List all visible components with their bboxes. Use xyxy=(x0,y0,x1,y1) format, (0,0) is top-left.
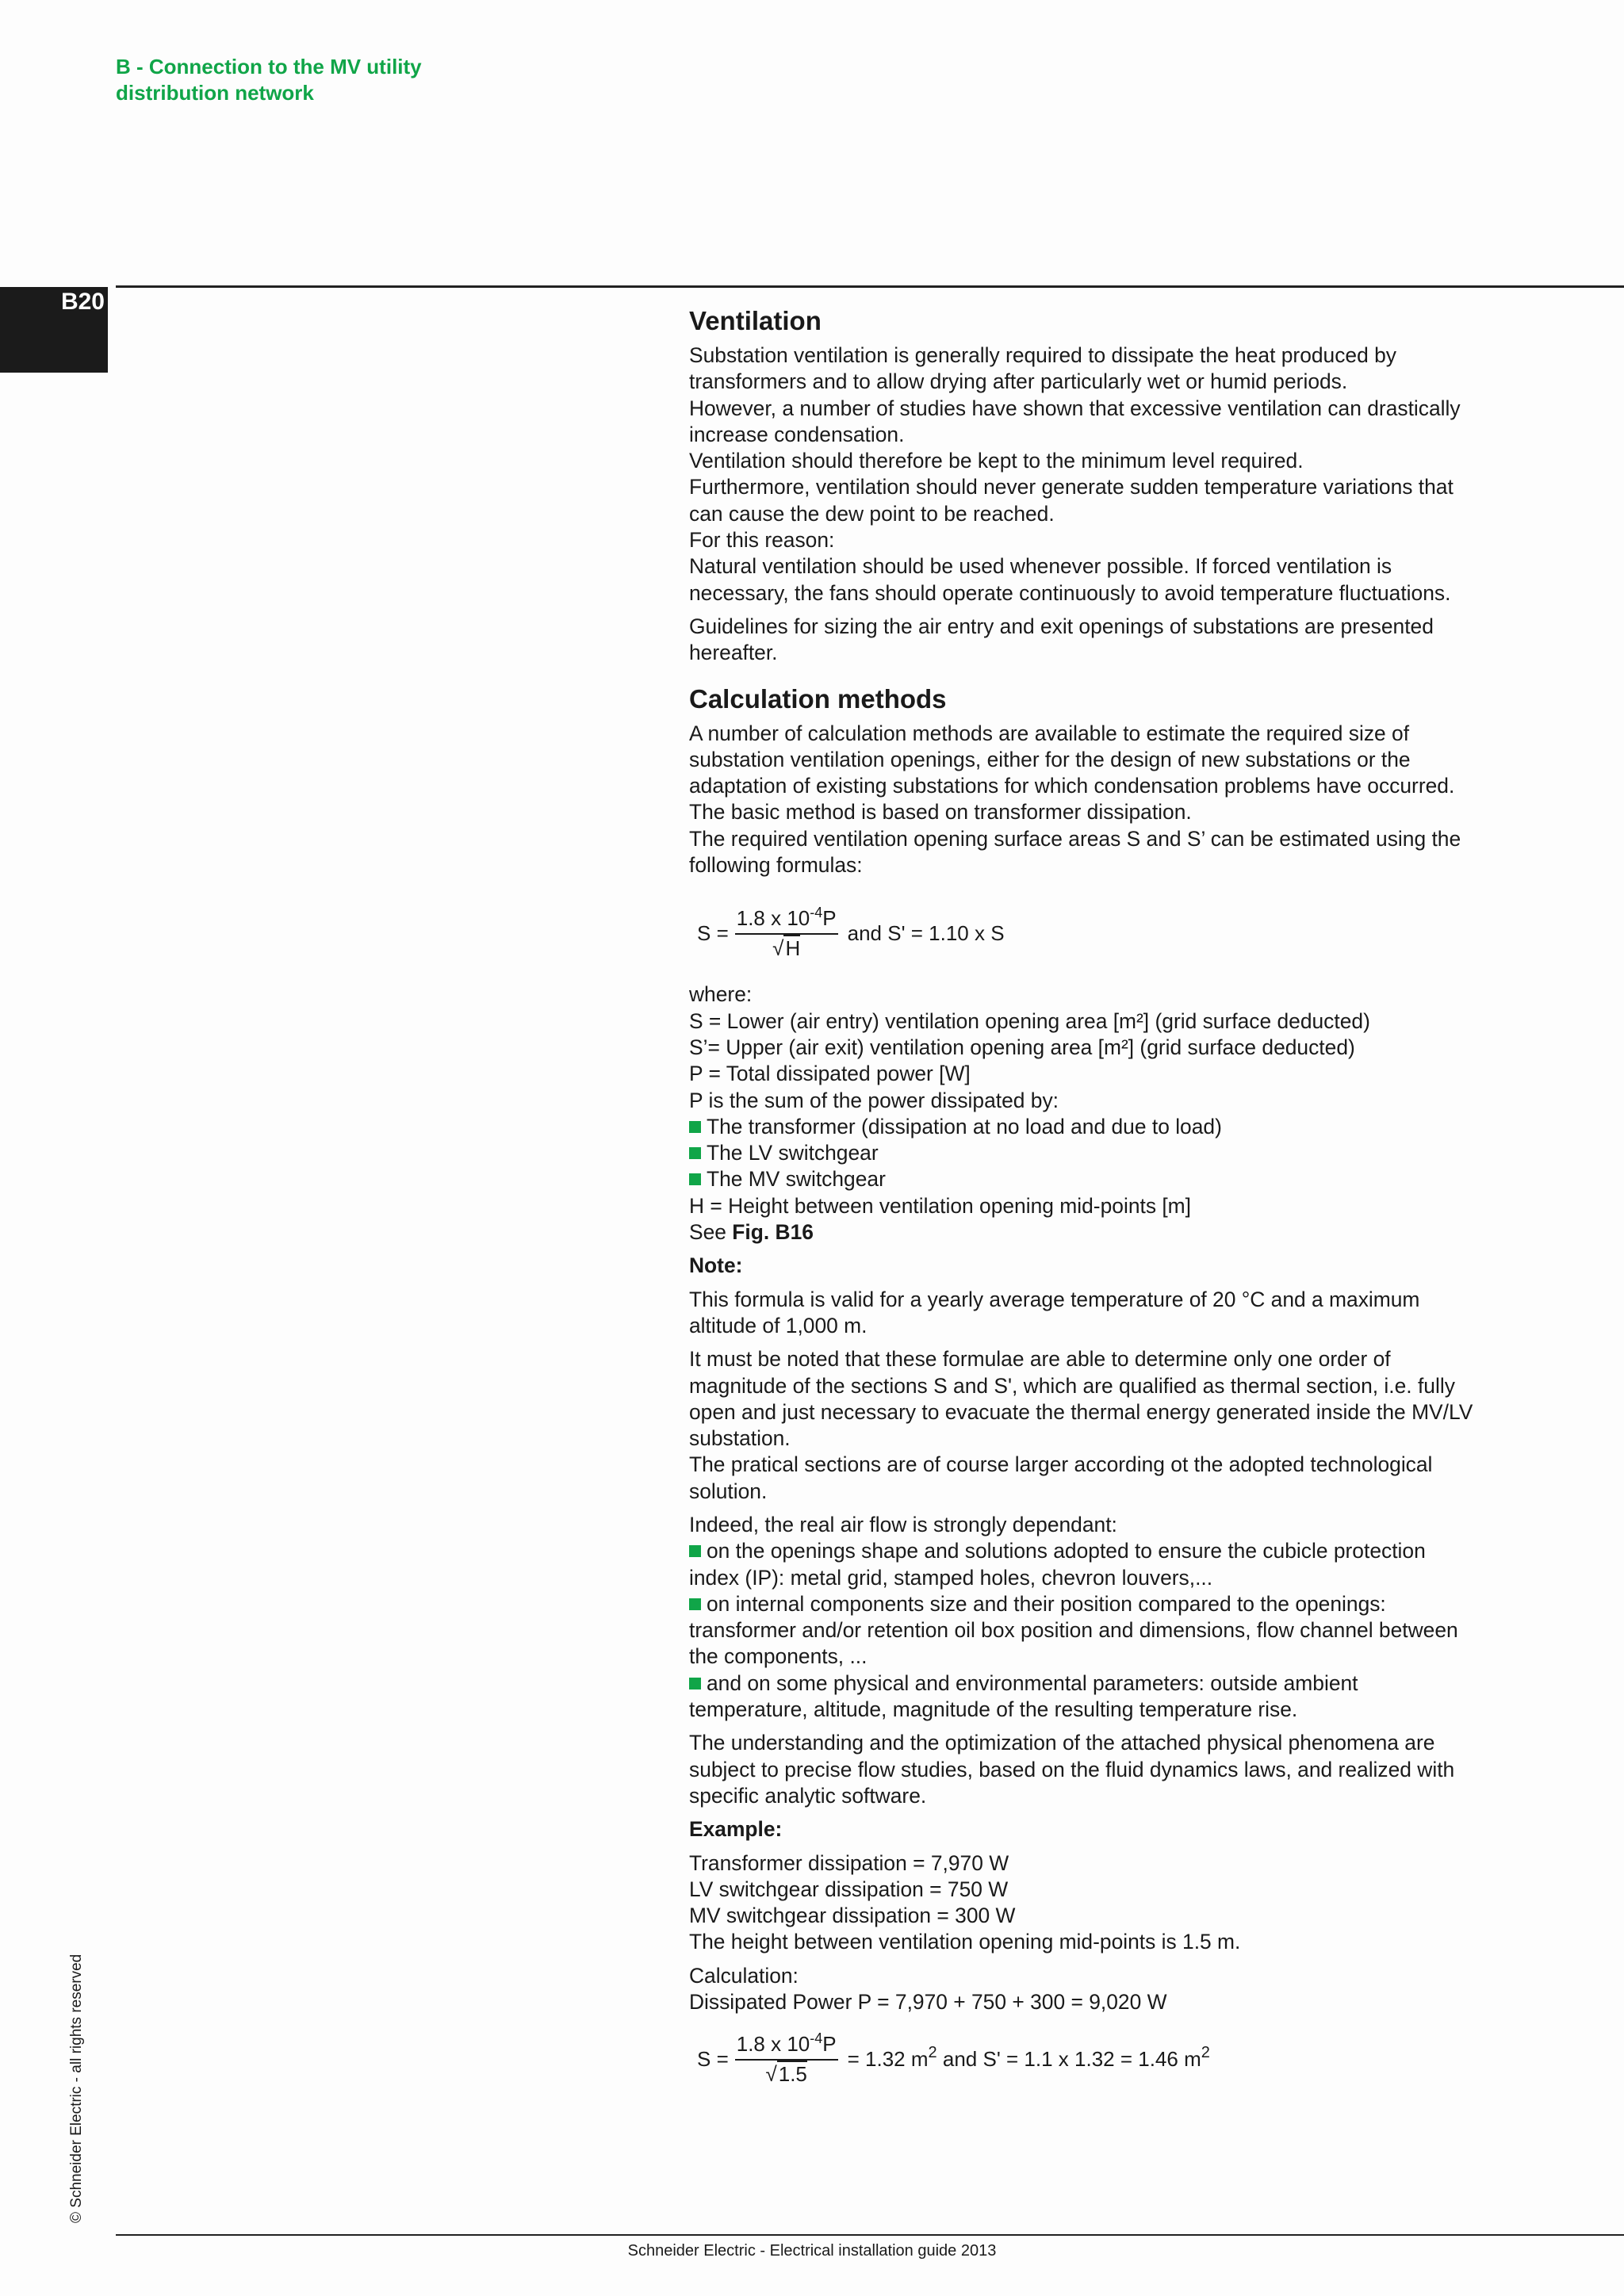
where-line: S = Lower (air entry) ventilation opening area [m²] (grid surface deducted) xyxy=(689,1008,1370,1033)
result-s: = 1.32 m xyxy=(847,2047,929,2072)
formula-lhs: S = xyxy=(697,2047,729,2072)
dependency-bullet xyxy=(689,1670,1522,1697)
bullet-square-icon xyxy=(689,1545,701,1557)
bullet-item xyxy=(689,1166,1522,1192)
ventilation-line: increase condensation. xyxy=(689,422,905,446)
note-line: This formula is valid for a yearly average temperature of 20 °C and a maximum xyxy=(689,1287,1420,1311)
radicand: H xyxy=(785,936,801,961)
dependency-bullet xyxy=(689,1538,1522,1564)
ventilation-line: Ventilation should therefore be kept to the minimum level required. xyxy=(689,449,1304,473)
bullet-text: on internal components size and their position compared to the openings: xyxy=(707,1591,1386,1616)
noted-line: open and just necessary to evacuate the thermal energy generated inside the MV/LV xyxy=(689,1399,1473,1424)
bullet-square-icon xyxy=(689,1678,701,1689)
see-figure-line xyxy=(689,1219,1522,1246)
dependency-continuation: temperature, altitude, magnitude of the resulting temperature rise. xyxy=(689,1697,1298,1722)
formula-numerator xyxy=(735,905,838,933)
top-rule xyxy=(116,285,1624,288)
numerator-exponent: -4 xyxy=(810,905,823,921)
guidelines-line: hereafter. xyxy=(689,641,778,665)
formula-fraction xyxy=(735,2030,838,2087)
bullet-square-icon xyxy=(689,1598,701,1610)
where-line: P = Total dissipated power [W] xyxy=(689,1062,971,1086)
see-prefix: See xyxy=(689,1220,733,1245)
sqrt-symbol: √ xyxy=(765,2062,777,2087)
formula-denominator xyxy=(772,935,800,959)
formula-denominator xyxy=(765,2061,807,2087)
formula-result xyxy=(847,2044,1210,2072)
main-column xyxy=(689,300,1522,2087)
bullet-item xyxy=(689,1114,1522,1140)
noted-line: solution. xyxy=(689,1479,768,1503)
example-line: LV switchgear dissipation = 750 W xyxy=(689,1877,1009,1901)
ventilation-line: transformers and to allow drying after particularly wet or humid periods. xyxy=(689,369,1348,394)
understanding-line: specific analytic software. xyxy=(689,1783,927,1808)
square-exponent: 2 xyxy=(1201,2044,1210,2062)
sqrt-symbol: √ xyxy=(772,936,784,961)
copyright-notice: © Schneider Electric - all rights reserved xyxy=(68,1954,85,2223)
bullet-square-icon xyxy=(689,1173,701,1185)
dependency-continuation: index (IP): metal grid, stamped holes, chevron louvers,... xyxy=(689,1565,1213,1590)
dependency-bullet xyxy=(689,1591,1522,1617)
formula-s-general xyxy=(697,907,1522,959)
chapter-header xyxy=(116,54,592,106)
page-number: B20 xyxy=(60,289,105,315)
calculation-line: Dissipated Power P = 7,970 + 750 + 300 = 9,020 W xyxy=(689,1990,1167,2015)
indeed-line: Indeed, the real air flow is strongly dependant: xyxy=(689,1512,1117,1536)
numerator-variable: P xyxy=(822,906,837,931)
note-line: altitude of 1,000 m. xyxy=(689,1313,868,1337)
where-line: where: xyxy=(689,982,753,1007)
noted-line: It must be noted that these formulae are able to determine only one order of xyxy=(689,1347,1391,1372)
page-number-tab xyxy=(0,287,108,373)
bullet-text: on the openings shape and solutions adopted to ensure the cubicle protection xyxy=(707,1539,1426,1563)
calculation-line: Calculation: xyxy=(689,1963,799,1988)
understanding-line: subject to precise flow studies, based on the fluid dynamics laws, and realized with xyxy=(689,1757,1455,1781)
chapter-header-line2: distribution network xyxy=(116,81,314,105)
formula-fraction xyxy=(735,905,838,961)
page-footer: Schneider Electric - Electrical installation guide 2013 xyxy=(627,2242,997,2260)
bullet-text: The MV switchgear xyxy=(707,1167,886,1192)
calc-line: The basic method is based on transformer dissipation. xyxy=(689,800,1192,825)
numerator-variable: P xyxy=(822,2032,837,2057)
example-label: Example: xyxy=(689,1817,783,1842)
chapter-header-line1: B - Connection to the MV utility xyxy=(116,55,422,78)
formula-lhs: S = xyxy=(697,921,729,946)
numerator-exponent: -4 xyxy=(810,2030,823,2047)
ventilation-line: Furthermore, ventilation should never generate sudden temperature variations that xyxy=(689,475,1454,499)
radicand: 1.5 xyxy=(778,2062,807,2087)
bullet-text: The LV switchgear xyxy=(707,1141,879,1165)
example-line: The height between ventilation opening mid-points is 1.5 m. xyxy=(689,1930,1241,1954)
ventilation-line: Natural ventilation should be used whenever possible. If forced ventilation is xyxy=(689,554,1392,579)
noted-line: The pratical sections are of course larger according ot the adopted technological xyxy=(689,1452,1433,1477)
where-line: P is the sum of the power dissipated by: xyxy=(689,1088,1059,1112)
ventilation-line: Substation ventilation is generally required to dissipate the heat produced by xyxy=(689,343,1396,367)
square-exponent: 2 xyxy=(928,2044,937,2062)
ventilation-line: can cause the dew point to be reached. xyxy=(689,501,1055,526)
ventilation-line: necessary, the fans should operate continuously to avoid temperature fluctuations. xyxy=(689,580,1451,605)
bullet-text: and on some physical and environmental parameters: outside ambient xyxy=(707,1670,1358,1695)
height-definition: H = Height between ventilation opening mid-points [m] xyxy=(689,1193,1192,1218)
result-s-prime: and S' = 1.1 x 1.32 = 1.46 m xyxy=(936,2047,1201,2072)
calc-line: The required ventilation opening surface areas S and S’ can be estimated using the xyxy=(689,826,1461,851)
calc-line: adaptation of existing substations for which condensation problems have occurred. xyxy=(689,774,1455,798)
numerator-coefficient: 1.8 x 10 xyxy=(736,2032,810,2057)
example-line: Transformer dissipation = 7,970 W xyxy=(689,1850,1009,1875)
dependency-continuation: the components, ... xyxy=(689,1644,868,1669)
noted-line: magnitude of the sections S and S', which are qualified as thermal section, i.e. fully xyxy=(689,1373,1455,1398)
noted-line: substation. xyxy=(689,1426,791,1451)
formula-rhs: and S' = 1.10 x S xyxy=(847,921,1005,946)
guidelines-line: Guidelines for sizing the air entry and exit openings of substations are presented xyxy=(689,614,1434,638)
calculation-methods-heading: Calculation methods xyxy=(689,683,947,714)
bullet-text: The transformer (dissipation at no load and due to load) xyxy=(707,1114,1222,1138)
calc-line: substation ventilation openings, either for the design of new substations or the xyxy=(689,747,1411,771)
formula-numerator xyxy=(735,2030,838,2059)
bullet-item xyxy=(689,1140,1522,1166)
formula-s-example xyxy=(697,2031,1522,2087)
bullet-square-icon xyxy=(689,1147,701,1159)
calc-line: following formulas: xyxy=(689,853,863,878)
figure-reference[interactable]: Fig. B16 xyxy=(732,1220,814,1245)
note-label: Note: xyxy=(689,1253,743,1278)
where-line: S’= Upper (air exit) ventilation opening area [m²] (grid surface deducted) xyxy=(689,1035,1355,1059)
example-line: MV switchgear dissipation = 300 W xyxy=(689,1904,1016,1928)
numerator-coefficient: 1.8 x 10 xyxy=(736,906,810,931)
dependency-continuation: transformer and/or retention oil box position and dimensions, flow channel between xyxy=(689,1618,1458,1643)
understanding-line: The understanding and the optimization of the attached physical phenomena are xyxy=(689,1731,1435,1755)
ventilation-line: For this reason: xyxy=(689,528,835,553)
ventilation-heading: Ventilation xyxy=(689,306,822,335)
ventilation-line: However, a number of studies have shown that excessive ventilation can drastically xyxy=(689,396,1461,420)
bullet-square-icon xyxy=(689,1121,701,1133)
calc-line: A number of calculation methods are available to estimate the required size of xyxy=(689,721,1410,745)
bottom-rule xyxy=(116,2234,1624,2236)
